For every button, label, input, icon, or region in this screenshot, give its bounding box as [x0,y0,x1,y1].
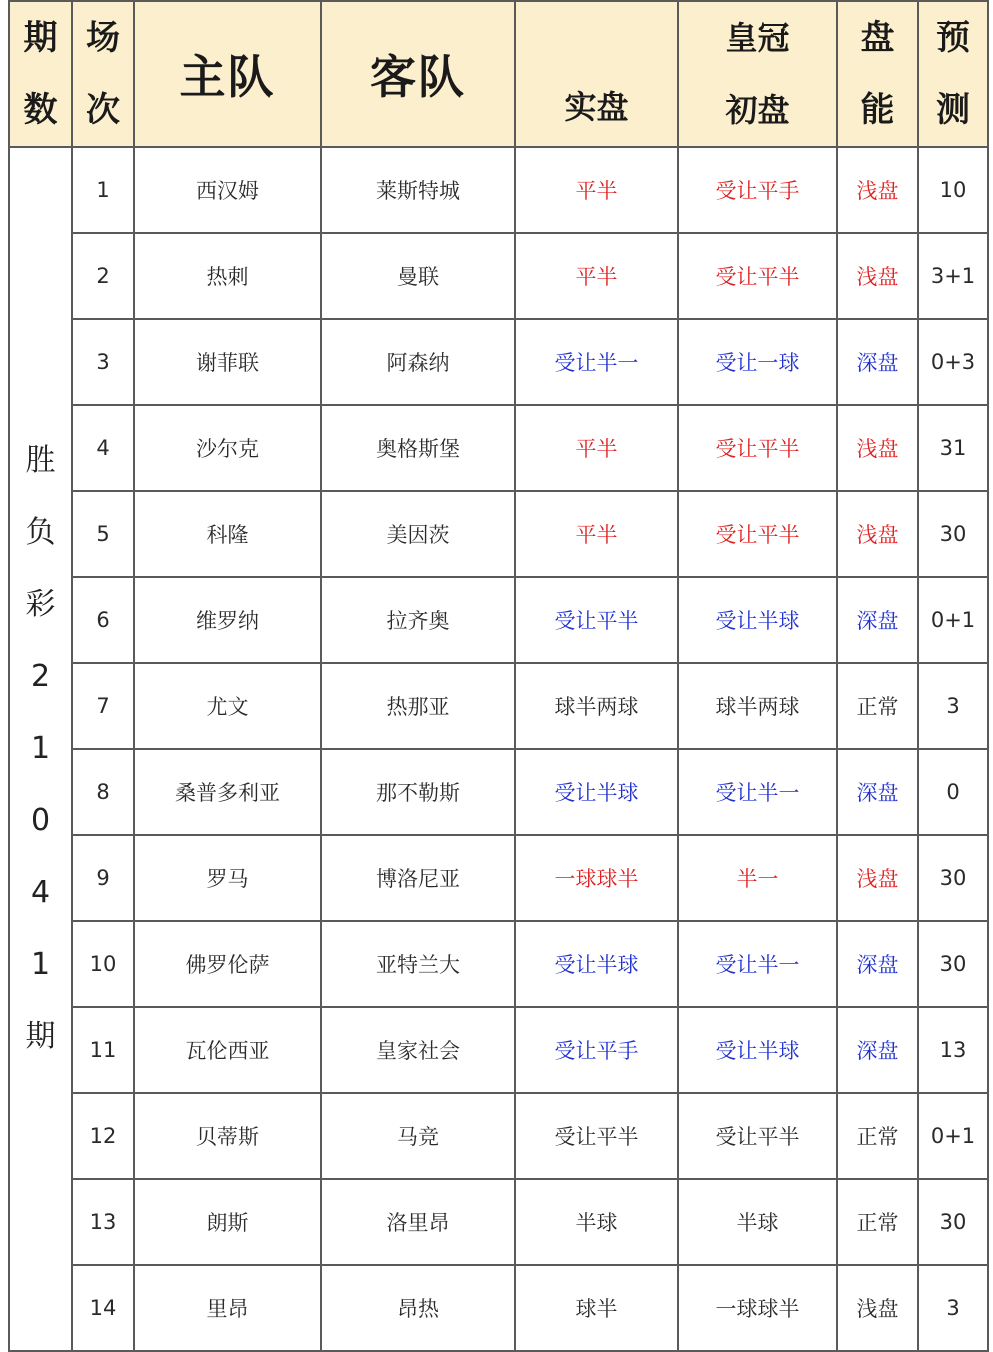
home-team-cell: 里昂 [134,1265,321,1351]
table-row [9,405,988,491]
forecast-cell: 31 [918,405,988,491]
home-team-cell: 桑普多利亚 [134,749,321,835]
forecast-cell: 30 [918,835,988,921]
handicap-status-cell: 正常 [837,663,918,749]
away-team-cell: 马竞 [321,1093,515,1179]
actual-handicap-cell: 球半两球 [515,663,678,749]
table-row [9,1007,988,1093]
home-team-cell: 罗马 [134,835,321,921]
actual-handicap-cell: 平半 [515,405,678,491]
handicap-status-cell: 浅盘 [837,147,918,233]
away-team-cell: 那不勒斯 [321,749,515,835]
home-team-cell: 西汉姆 [134,147,321,233]
handicap-status-cell: 深盘 [837,921,918,1007]
table-row [9,233,988,319]
forecast-cell: 0+1 [918,1093,988,1179]
header-away-team: 客队 [321,1,515,147]
home-team-cell: 贝蒂斯 [134,1093,321,1179]
handicap-status-cell: 深盘 [837,577,918,663]
match-no-cell: 12 [72,1093,134,1179]
crown-opening-cell: 球半两球 [678,663,837,749]
header-period: 期 数 [9,1,72,147]
actual-handicap-cell: 球半 [515,1265,678,1351]
away-team-cell: 莱斯特城 [321,147,515,233]
home-team-cell: 谢菲联 [134,319,321,405]
actual-handicap-cell: 平半 [515,233,678,319]
forecast-cell: 3+1 [918,233,988,319]
handicap-status-cell: 浅盘 [837,1265,918,1351]
away-team-cell: 洛里昂 [321,1179,515,1265]
forecast-cell: 30 [918,1179,988,1265]
crown-opening-cell: 受让平半 [678,233,837,319]
table-row [9,147,988,233]
handicap-status-cell: 浅盘 [837,491,918,577]
handicap-status-cell: 深盘 [837,1007,918,1093]
table-row [9,749,988,835]
issue-char: 4 [30,875,51,910]
match-no-cell: 13 [72,1179,134,1265]
table-row [9,921,988,1007]
header-match-no: 场 次 [72,1,134,147]
actual-handicap-cell: 一球球半 [515,835,678,921]
home-team-cell: 科隆 [134,491,321,577]
issue-char: 期 [25,1019,56,1054]
crown-opening-cell: 半一 [678,835,837,921]
match-no-cell: 9 [72,835,134,921]
handicap-status-cell: 正常 [837,1179,918,1265]
match-no-cell: 6 [72,577,134,663]
match-no-cell: 3 [72,319,134,405]
actual-handicap-cell: 半球 [515,1179,678,1265]
crown-opening-cell: 受让半球 [678,577,837,663]
crown-opening-cell: 受让平半 [678,491,837,577]
match-no-cell: 11 [72,1007,134,1093]
table-row [9,1265,988,1351]
forecast-cell: 3 [918,1265,988,1351]
home-team-cell: 尤文 [134,663,321,749]
header-handicap-status: 盘 能 [837,1,918,147]
table-row [9,835,988,921]
home-team-cell: 沙尔克 [134,405,321,491]
table-row [9,491,988,577]
handicap-status-cell: 深盘 [837,749,918,835]
actual-handicap-cell: 受让平半 [515,577,678,663]
table-row [9,663,988,749]
forecast-cell: 0+1 [918,577,988,663]
actual-handicap-cell: 平半 [515,491,678,577]
forecast-cell: 30 [918,921,988,1007]
forecast-cell: 10 [918,147,988,233]
issue-char: 1 [30,731,51,766]
table-row [9,319,988,405]
table-row [9,1093,988,1179]
table-row [9,1179,988,1265]
away-team-cell: 博洛尼亚 [321,835,515,921]
forecast-cell: 30 [918,491,988,577]
crown-opening-cell: 受让半一 [678,749,837,835]
header-row [9,1,988,147]
away-team-cell: 昂热 [321,1265,515,1351]
away-team-cell: 皇家社会 [321,1007,515,1093]
issue-label [9,147,72,1351]
forecast-cell: 0+3 [918,319,988,405]
issue-char: 2 [30,659,51,694]
away-team-cell: 拉齐奥 [321,577,515,663]
header-crown-opening: 皇冠 初盘 [678,1,837,147]
actual-handicap-cell: 受让半球 [515,921,678,1007]
match-no-cell: 2 [72,233,134,319]
issue-char: 胜 [25,443,56,478]
away-team-cell: 阿森纳 [321,319,515,405]
match-no-cell: 5 [72,491,134,577]
away-team-cell: 亚特兰大 [321,921,515,1007]
header-actual-handicap: 实盘 [515,1,678,147]
table-row [9,577,988,663]
home-team-cell: 佛罗伦萨 [134,921,321,1007]
away-team-cell: 奥格斯堡 [321,405,515,491]
forecast-cell: 13 [918,1007,988,1093]
issue-char: 彩 [25,587,56,622]
home-team-cell: 瓦伦西亚 [134,1007,321,1093]
actual-handicap-cell: 受让半一 [515,319,678,405]
crown-opening-cell: 半球 [678,1179,837,1265]
match-no-cell: 4 [72,405,134,491]
forecast-cell: 0 [918,749,988,835]
header-forecast: 预 测 [918,1,988,147]
forecast-cell: 3 [918,663,988,749]
issue-char: 负 [25,515,56,550]
home-team-cell: 热刺 [134,233,321,319]
home-team-cell: 维罗纳 [134,577,321,663]
away-team-cell: 曼联 [321,233,515,319]
crown-opening-cell: 一球球半 [678,1265,837,1351]
crown-opening-cell: 受让平半 [678,1093,837,1179]
crown-opening-cell: 受让平半 [678,405,837,491]
match-table [8,0,989,1352]
crown-opening-cell: 受让一球 [678,319,837,405]
away-team-cell: 美因茨 [321,491,515,577]
match-no-cell: 1 [72,147,134,233]
match-no-cell: 10 [72,921,134,1007]
actual-handicap-cell: 受让半球 [515,749,678,835]
actual-handicap-cell: 受让平半 [515,1093,678,1179]
handicap-status-cell: 深盘 [837,319,918,405]
match-no-cell: 14 [72,1265,134,1351]
away-team-cell: 热那亚 [321,663,515,749]
crown-opening-cell: 受让平手 [678,147,837,233]
match-no-cell: 7 [72,663,134,749]
handicap-status-cell: 浅盘 [837,233,918,319]
issue-char: 0 [30,803,51,838]
header-home-team: 主队 [134,1,321,147]
crown-opening-cell: 受让半球 [678,1007,837,1093]
home-team-cell: 朗斯 [134,1179,321,1265]
handicap-status-cell: 正常 [837,1093,918,1179]
actual-handicap-cell: 平半 [515,147,678,233]
actual-handicap-cell: 受让平手 [515,1007,678,1093]
table-body [9,147,988,1351]
issue-char: 1 [30,947,51,982]
match-no-cell: 8 [72,749,134,835]
handicap-status-cell: 浅盘 [837,405,918,491]
crown-opening-cell: 受让半一 [678,921,837,1007]
handicap-status-cell: 浅盘 [837,835,918,921]
